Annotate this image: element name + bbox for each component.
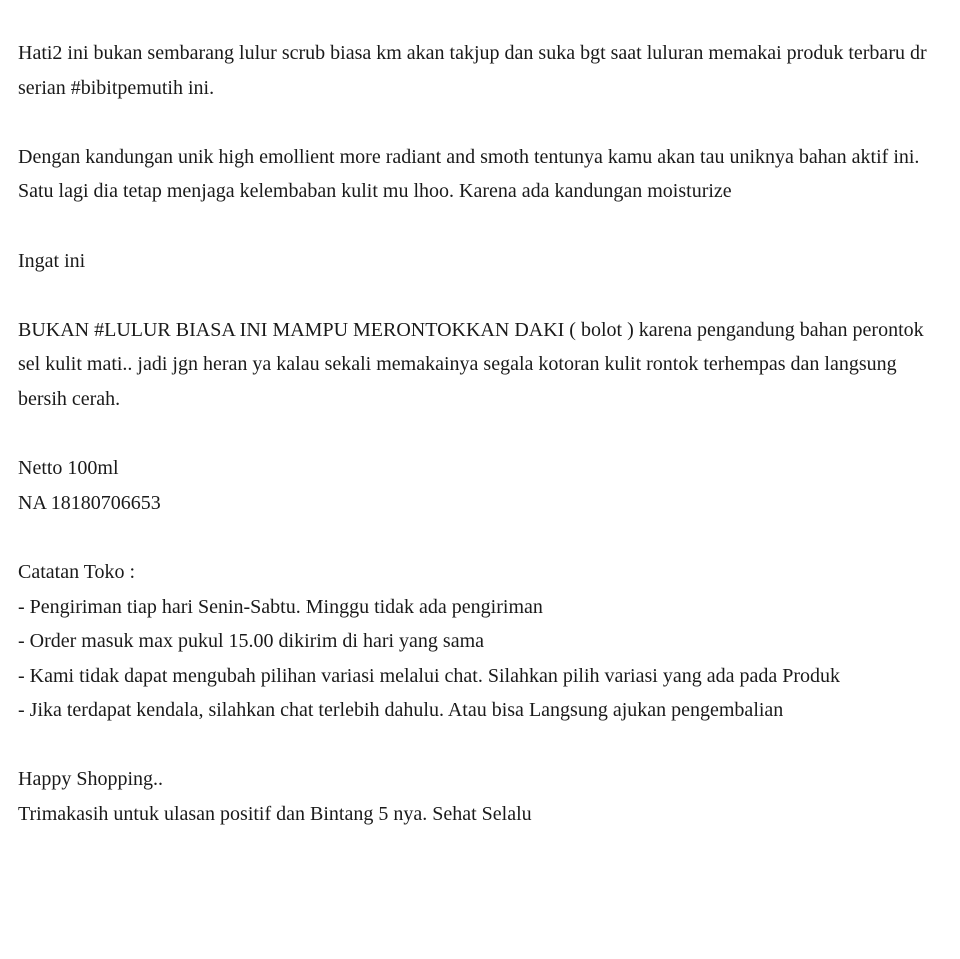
- store-notes: [18, 555, 938, 728]
- description-paragraph-intro: [18, 36, 938, 105]
- product-specs: [18, 451, 938, 520]
- paragraph-text: Ingat ini: [18, 249, 86, 272]
- paragraph-text: BUKAN #LULUR BIASA INI MAMPU MERONTOKKAN DAKI ( bolot ) karena pengandung bahan perontok sel kulit mati.. jadi jgn heran ya kalau sekali memakainya segala kotoran kulit rontok terhempas dan langsung bersih cerah.: [18, 318, 924, 410]
- netto-text: Netto 100ml: [18, 457, 119, 480]
- store-note-item: - Pengiriman tiap hari Senin-Sabtu. Minggu tidak ada pengiriman: [18, 595, 543, 618]
- description-paragraph-benefit: [18, 313, 938, 417]
- paragraph-text: Dengan kandungan unik high emollient more radiant and smoth tentunya kamu akan tau uniknya bahan aktif ini. Satu lagi dia tetap menjaga kelembaban kulit mu lhoo. Karena ada kandungan moisturize: [18, 145, 920, 203]
- store-notes-title: Catatan Toko :: [18, 560, 136, 583]
- paragraph-text: Hati2 ini bukan sembarang lulur scrub biasa km akan takjup dan suka bgt saat luluran memakai produk terbaru dr serian #bibitpemutih ini.: [18, 42, 927, 99]
- store-note-item: - Order masuk max pukul 15.00 dikirim di hari yang sama: [18, 630, 485, 653]
- closing-greeting: Happy Shopping..: [18, 768, 163, 791]
- store-note-item: - Jika terdapat kendala, silahkan chat terlebih dahulu. Atau bisa Langsung ajukan pengembalian: [18, 699, 784, 722]
- product-description: [18, 36, 938, 866]
- description-paragraph-ingredients: [18, 140, 938, 209]
- closing-thanks: Trimakasih untuk ulasan positif dan Bintang 5 nya. Sehat Selalu: [18, 803, 532, 826]
- store-note-item: - Kami tidak dapat mengubah pilihan variasi melalui chat. Silahkan pilih variasi yang ada pada Produk: [18, 664, 840, 687]
- description-paragraph-reminder: [18, 244, 938, 279]
- closing: [18, 762, 938, 831]
- registration-number: NA 18180706653: [18, 491, 161, 514]
